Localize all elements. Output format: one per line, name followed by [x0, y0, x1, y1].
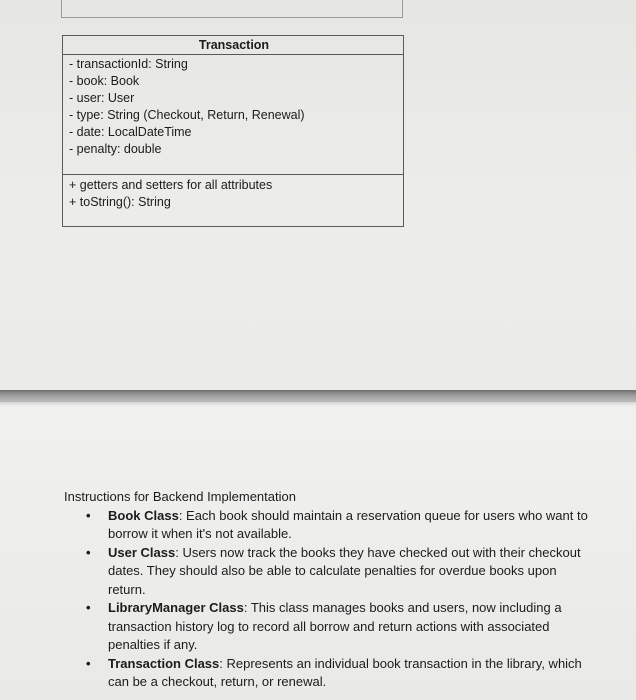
item-text: : Each book should maintain a reservation queue for users who want to borrow it when it's not available. [108, 507, 588, 541]
list-item [64, 544, 588, 600]
item-text: : This class manages books and users, now including a transaction history log to record all borrow and return actions with associated penalties if any. [108, 600, 562, 652]
uml-method: + getters and setters for all attributes [69, 178, 273, 192]
class-term: Transaction Class [108, 655, 220, 671]
list-item [64, 655, 588, 692]
instructions-list [64, 507, 604, 692]
uml-methods-section [63, 175, 403, 211]
bullet-icon: • [86, 600, 91, 615]
lower-document-page [0, 406, 636, 700]
uml-attribute: - penalty: double [69, 142, 162, 156]
uml-method: + toString(): String [69, 195, 171, 209]
class-term: Book Class [108, 507, 179, 523]
bullet-icon: • [86, 507, 91, 523]
transaction-uml-class-box [62, 35, 404, 227]
page-divider [0, 390, 636, 402]
instructions-section [64, 488, 604, 692]
uml-attribute: - type: String (Checkout, Return, Renewal) [69, 108, 305, 122]
uml-attribute: - date: LocalDateTime [69, 125, 192, 139]
list-item [64, 507, 588, 544]
class-term: LibraryManager Class [108, 600, 244, 615]
item-text: : Represents an individual book transaction in the library, which can be a checkout, return, or renewal. [108, 655, 582, 689]
class-term: User Class [108, 544, 176, 560]
uml-attribute: - transactionId: String [69, 57, 188, 71]
item-text: : Users now track the books they have checked out with their checkout dates. They should also be able to calculate penalties for overdue books upon return. [108, 544, 581, 597]
bullet-icon: • [86, 655, 91, 671]
uml-attributes-section [63, 55, 403, 175]
bullet-icon: • [86, 544, 91, 560]
uml-class-name: Transaction [63, 36, 403, 55]
uml-attribute: - user: User [69, 91, 135, 105]
previous-uml-box-edge [61, 0, 403, 18]
uml-attribute: - book: Book [69, 74, 140, 88]
instructions-heading: Instructions for Backend Implementation [64, 489, 296, 504]
list-item [64, 599, 588, 655]
